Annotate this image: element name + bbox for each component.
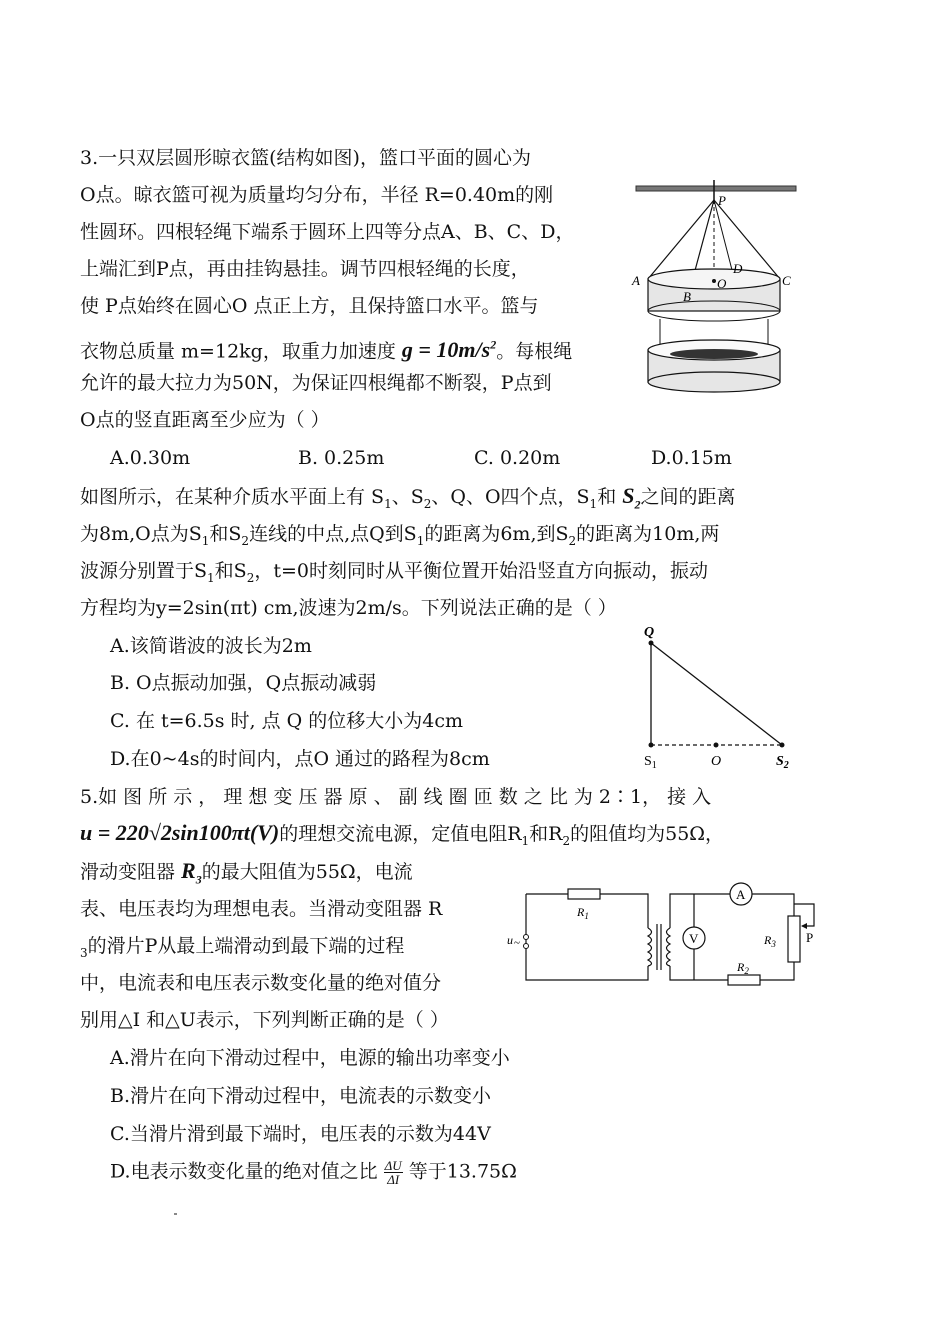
q3-line-6-text: 衣物总质量 m=12kg，取重力加速度 — [80, 340, 396, 363]
label-p: P — [718, 193, 726, 208]
point-o — [714, 743, 719, 748]
q4-option-c[interactable]: C. 在 t=6.5s 时, 点 Q 的位移大小为4cm — [110, 710, 464, 732]
q3-line-2: O点。晾衣篮可视为质量均匀分布，半径 R=0.40m的刚 — [80, 184, 554, 206]
delta-ratio: $\frac{\Delta U}{\Delta I}$ — [384, 1158, 402, 1187]
q4-line-1: 如图所示，在某种介质水平面上有 $S_1$、$S_2$、Q、O四个点，$S_1$和 $S_2$之间的距离 — [80, 483, 736, 512]
secondary-coil — [667, 928, 671, 966]
wave-sources-figure — [630, 622, 800, 772]
label-r2: $R_2$ — [737, 960, 749, 976]
point-q — [649, 641, 654, 646]
q3-option-d[interactable]: D.0.15m — [651, 447, 732, 469]
q3-line-8: O点的竖直距离至少应为（ ） — [80, 409, 330, 431]
q3-line-7: 允许的最大拉力为50N，为保证四根绳都不断裂，P点到 — [80, 372, 552, 394]
label-s2: $S_2$ — [776, 754, 789, 771]
q4-option-a[interactable]: A.该简谐波的波长为2m — [110, 635, 312, 657]
q4-option-b[interactable]: B. O点振动加强，Q点振动减弱 — [110, 672, 377, 694]
q5-line-4: 表、电压表均为理想电表。当滑动变阻器 R — [80, 898, 443, 920]
q3-line-1: 3.一只双层圆形晾衣篮(结构如图)，篮口平面的圆心为 — [80, 147, 531, 169]
q5-line-6: 中，电流表和电压表示数变化量的绝对值分 — [80, 972, 442, 994]
label-a: A — [632, 273, 640, 288]
point-s2 — [780, 743, 785, 748]
transformer-circuit — [504, 880, 824, 992]
point-s1 — [649, 743, 654, 748]
q3-option-b[interactable]: B. 0.25m — [298, 447, 385, 469]
label-o: O — [711, 754, 722, 769]
primary-coil — [648, 928, 652, 966]
label-voltmeter: V — [689, 931, 699, 946]
label-b: B — [683, 289, 691, 304]
q5-option-a[interactable]: A.滑片在向下滑动过程中，电源的输出功率变小 — [110, 1047, 510, 1069]
source-terminal-bottom — [524, 944, 529, 949]
lower-ring-bottom — [648, 372, 780, 392]
q5-line-1: 5.如 图 所 示 ， 理 想 变 压 器 原 、 副 线 圈 匝 数 之 比 为 2∶1， 接 入 — [80, 786, 712, 808]
q-s2-line — [651, 643, 782, 745]
lower-basket-floor — [670, 349, 758, 359]
label-d: D — [733, 261, 743, 276]
label-slider: P — [806, 930, 814, 945]
q3-line-6 — [80, 333, 572, 363]
basket-figure — [628, 178, 800, 396]
q5-line-2: u = 220√2sin100πt(V)的理想交流电源，定值电阻$R_1$和$R_2$的阻值均为55Ω， — [80, 820, 725, 848]
label-c: C — [782, 273, 791, 288]
q3-line-6-tail: 。每根绳 — [496, 340, 573, 363]
q3-line-4: 上端汇到P点，再由挂钩悬挂。调节四根轻绳的长度， — [80, 258, 530, 280]
resistor-r1 — [568, 889, 600, 899]
q5-line-3: 滑动变阻器 $R_3$的最大阻值为55Ω，电流 — [80, 858, 413, 887]
s2-symbol: $S_2$ — [622, 483, 641, 512]
q3-line-5: 使 P点始终在圆心O 点正上方，且保持篮口水平。篮与 — [80, 295, 539, 317]
label-o: O — [717, 276, 727, 291]
label-q: Q — [644, 625, 655, 640]
center-point — [712, 279, 716, 283]
q3-option-c[interactable]: C. 0.20m — [474, 447, 561, 469]
q5-option-b[interactable]: B.滑片在向下滑动过程中，电流表的示数变小 — [110, 1085, 492, 1107]
label-source-symbol: ~ — [514, 937, 520, 949]
source-formula: u = 220√2sin100πt(V) — [80, 820, 280, 845]
q5-line-5: $_3$的滑片P从最上端滑动到最下端的过程 — [80, 935, 405, 960]
q3-option-a[interactable]: A.0.30m — [110, 447, 191, 469]
label-r1: $R_1$ — [577, 905, 589, 921]
source-terminal-top — [524, 935, 529, 940]
q4-line-2: 为8m,O点为$S_1$和$S_2$连线的中点,点Q到$S_1$的距离为6m,到$S_2$的距离为10m,两 — [80, 523, 720, 548]
resistor-r2 — [728, 975, 760, 985]
slider-arrow[interactable] — [801, 923, 807, 929]
q4-line-4: 方程均为y=2sin(πt) cm,波速为2m/s。下列说法正确的是（ ） — [80, 597, 617, 619]
hanger-bar — [636, 186, 796, 191]
label-s1: $S_1$ — [644, 754, 657, 771]
q4-line-3: 波源分别置于$S_1$和$S_2$，t=0时刻同时从平衡位置开始沿竖直方向振动，振动 — [80, 560, 708, 585]
q4-option-d[interactable]: D.在0~4s的时间内，点O 通过的路程为8cm — [110, 748, 490, 770]
label-r3: $R_3$ — [764, 933, 776, 949]
rheostat-r3 — [788, 916, 800, 962]
primary-wire — [526, 894, 648, 980]
gravity-formula: $g = 10m/s^2$ — [401, 337, 497, 363]
r3-symbol: $R_3$ — [181, 858, 202, 887]
label-source: u — [507, 933, 513, 947]
q5-option-d[interactable]: D.电表示数变化量的绝对值之比 $\frac{\Delta U}{\Delta I}$ 等于13.75Ω — [110, 1158, 517, 1187]
q5-line-7: 别用△I 和△U表示，下列判断正确的是（ ） — [80, 1009, 449, 1031]
label-ammeter: A — [736, 887, 746, 902]
q5-option-c[interactable]: C.当滑片滑到最下端时，电压表的示数为44V — [110, 1123, 491, 1145]
q3-line-3: 性圆环。四根轻绳下端系于圆环上四等分点A、B、C、D， — [80, 221, 575, 243]
stray-mark — [174, 1213, 177, 1215]
rope-a — [648, 200, 714, 279]
